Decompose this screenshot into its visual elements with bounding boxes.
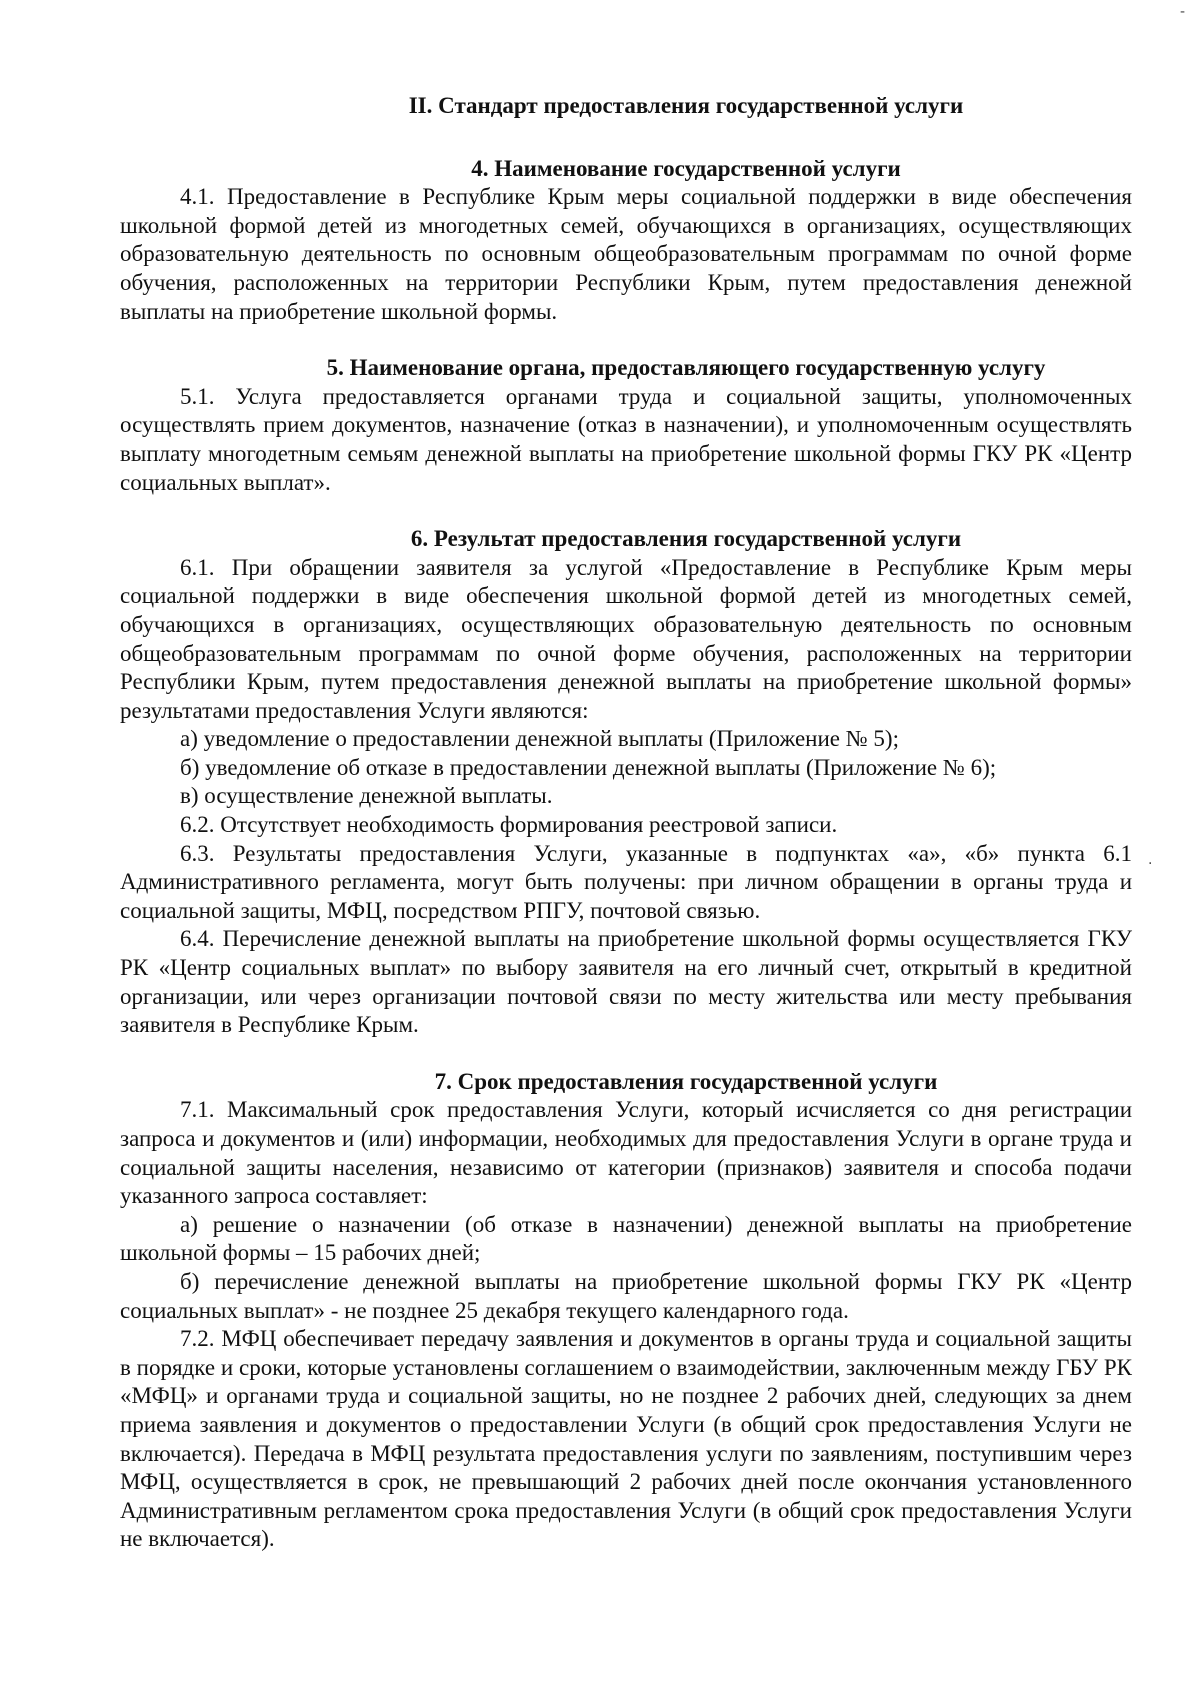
paragraph-7-1: 7.1. Максимальный срок предоставления Услуги, который исчисляется со дня регистрации запроса и документов и (или) информации, необходимых для предоставления Услуги в органе труда и социальной защиты населения, независимо от категории (признаков) заявителя и способа подачи указанного запроса составляет: — [120, 1097, 1132, 1209]
scan-mark: · — [1148, 856, 1153, 872]
document-title: II. Стандарт предоставления государственной услуги — [408, 93, 964, 118]
section-heading: 7. Срок предоставления государственной услуги — [434, 1068, 938, 1094]
section-heading: 4. Наименование государственной услуги — [471, 155, 901, 181]
section-6 — [120, 525, 1132, 1040]
document-page — [120, 92, 1132, 1582]
section-heading: 6. Результат предоставления государственной услуги — [410, 526, 962, 552]
section-7 — [120, 1068, 1132, 1554]
paragraph-4-1: 4.1. Предоставление в Республике Крым меры социальной поддержки в виде обеспечения школьной формой детей из многодетных семей, обучающихся в организациях, осуществляющих образовательную деятельность по основным общеобразовательным программам по очной форме обучения, расположенных на территории Республики Крым, путем предоставления денежной выплаты на приобретение школьной формы. — [120, 184, 1132, 324]
paragraph-5-1: 5.1. Услуга предоставляется органами труда и социальной защиты, уполномоченных осуществлять прием документов, назначение (отказ в назначении), и уполномоченным осуществлять выплату многодетным семьям денежной выплаты на приобретение школьной формы ГКУ РК «Центр социальных выплат». — [120, 383, 1132, 495]
paragraph-6-4: 6.4. Перечисление денежной выплаты на приобретение школьной формы осуществляется ГКУ РК «Центр социальных выплат» по выбору заявителя на его личный счет, открытый в кредитной организации, или через организации почтовой связи по месту жительства или месту пребывания заявителя в Республике Крым. — [120, 926, 1132, 1038]
section-5 — [120, 354, 1132, 497]
scan-mark: - — [1180, 4, 1186, 20]
list-item-a: а) решение о назначении (об отказе в назначении) денежной выплаты на приобретение школьной формы – 15 рабочих дней; — [120, 1211, 1132, 1266]
paragraph-7-2: 7.2. МФЦ обеспечивает передачу заявления и документов в органы труда и социальной защиты в порядке и сроки, которые установлены соглашением о взаимодействии, заключенным между ГБУ РК «МФЦ» и органами труда и социальной защиты, но не позднее 2 рабочих дней, следующих за днем приема заявления и документов о предоставлении Услуги (в общий срок предоставления Услуги не включается). Передача в МФЦ результата предоставления услуги по заявлениям, поступившим через МФЦ, осуществляется в срок, не превышающий 2 рабочих дней после окончания установленного Административным регламентом срока предоставления Услуги (в общий срок предоставления Услуги не включается). — [120, 1326, 1132, 1552]
paragraph-6-1: 6.1. При обращении заявителя за услугой «Предоставление в Республике Крым меры социальной поддержки в виде обеспечения школьной формой детей из многодетных семей, обучающихся в организациях, осуществляющих образовательную деятельность по основным общеобразовательным программам по очной форме обучения, расположенных на территории Республики Крым, путем предоставления денежной выплаты на приобретение школьной формы» результатами предоставления Услуги являются: — [120, 554, 1132, 723]
list-item-b: б) перечисление денежной выплаты на приобретение школьной формы ГКУ РК «Центр социальных выплат» - не позднее 25 декабря текущего календарного года. — [120, 1268, 1132, 1323]
list-item-a: а) уведомление о предоставлении денежной выплаты (Приложение № 5); — [180, 726, 899, 752]
section-4 — [120, 155, 1132, 327]
list-item-b: б) уведомление об отказе в предоставлении денежной выплаты (Приложение № 6); — [180, 754, 997, 780]
section-heading: 5. Наименование органа, предоставляющего государственную услугу — [326, 355, 1046, 381]
paragraph-6-2: 6.2. Отсутствует необходимость формирования реестровой записи. — [180, 812, 838, 838]
paragraph-6-3: 6.3. Результаты предоставления Услуги, указанные в подпунктах «а», «б» пункта 6.1 Административного регламента, могут быть получены: при личном обращении в органы труда и социальной защиты, МФЦ, посредством РПГУ, почтовой связью. — [120, 840, 1132, 923]
list-item-v: в) осуществление денежной выплаты. — [180, 783, 553, 809]
